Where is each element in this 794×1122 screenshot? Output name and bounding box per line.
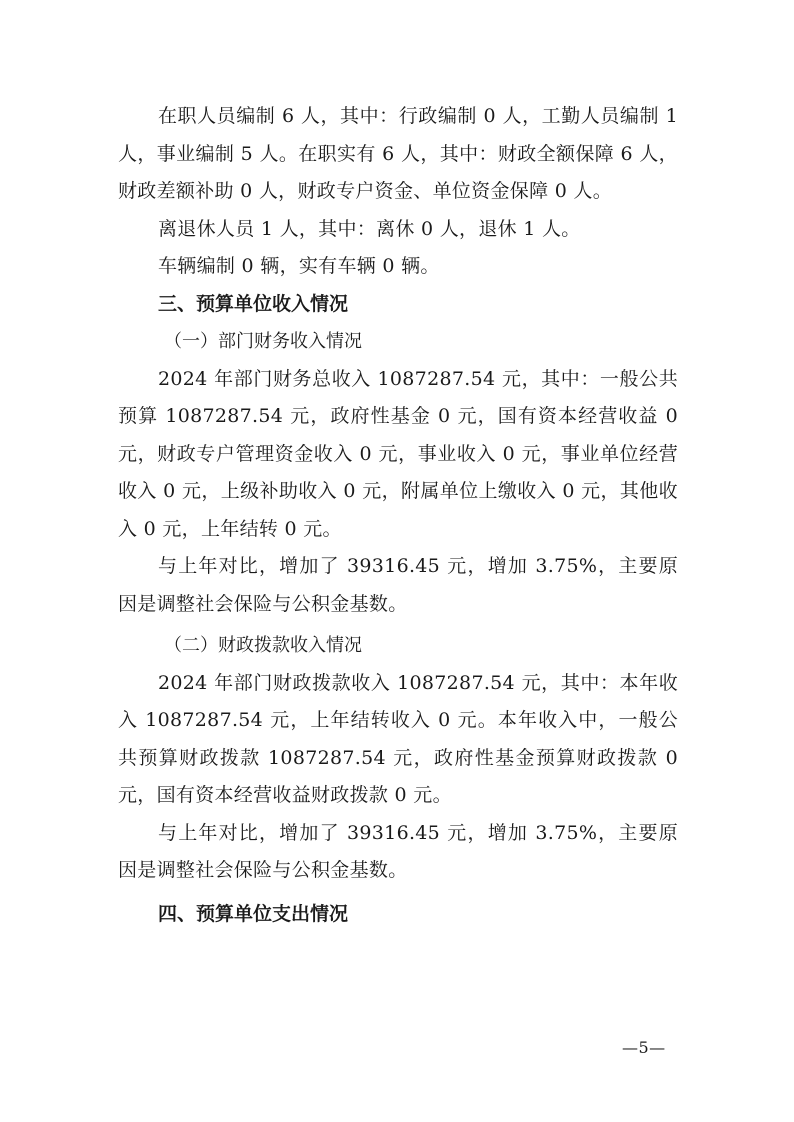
staffing-paragraph: 在职人员编制 6 人，其中：行政编制 0 人，工勤人员编制 1 人，事业编制 5 人。在职实有 6 人，其中：财政全额保障 6 人，财政差额补助 0 人，财政专户资金、单位资金保障 0 人。 — [118, 105, 678, 202]
section-3-heading: 三、预算单位收入情况 — [158, 292, 349, 315]
finance-compare-paragraph: 与上年对比，增加了 39316.45 元，增加 3.75%，主要原因是调整社会保险与公积金基数。 — [118, 555, 678, 615]
vehicles-paragraph: 车辆编制 0 辆，实有车辆 0 辆。 — [158, 255, 440, 277]
appropriation-income-paragraph: 2024 年部门财政拨款收入 1087287.54 元，其中：本年收入 1087287.54 元，上年结转收入 0 元。本年收入中，一般公共预算财政拨款 1087287.54 元，政府性基金预算财政拨款 0 元，国有资本经营收益财政拨款 0 元。 — [118, 671, 678, 806]
subsection-2-heading: （二）财政拨款收入情况 — [164, 635, 362, 656]
subsection-1-heading: （一）部门财务收入情况 — [164, 331, 362, 352]
appropriation-compare-paragraph: 与上年对比，增加了 39316.45 元，增加 3.75%，主要原因是调整社会保险与公积金基数。 — [118, 821, 678, 881]
finance-income-paragraph: 2024 年部门财务总收入 1087287.54 元，其中：一般公共预算 1087287.54 元，政府性基金 0 元，国有资本经营收益 0 元，财政专户管理资金收入 0 元，事业收入 0 元，事业单位经营收入 0 元，上级补助收入 0 元，附属单位上缴收入 0 元，其他收入 0 元，上年结转 0 元。 — [118, 367, 678, 540]
page-number: —5— — [622, 1038, 666, 1057]
section-4-heading: 四、预算单位支出情况 — [158, 902, 349, 925]
page-content — [118, 98, 678, 933]
retirees-paragraph: 离退休人员 1 人，其中：离休 0 人，退休 1 人。 — [158, 217, 581, 240]
